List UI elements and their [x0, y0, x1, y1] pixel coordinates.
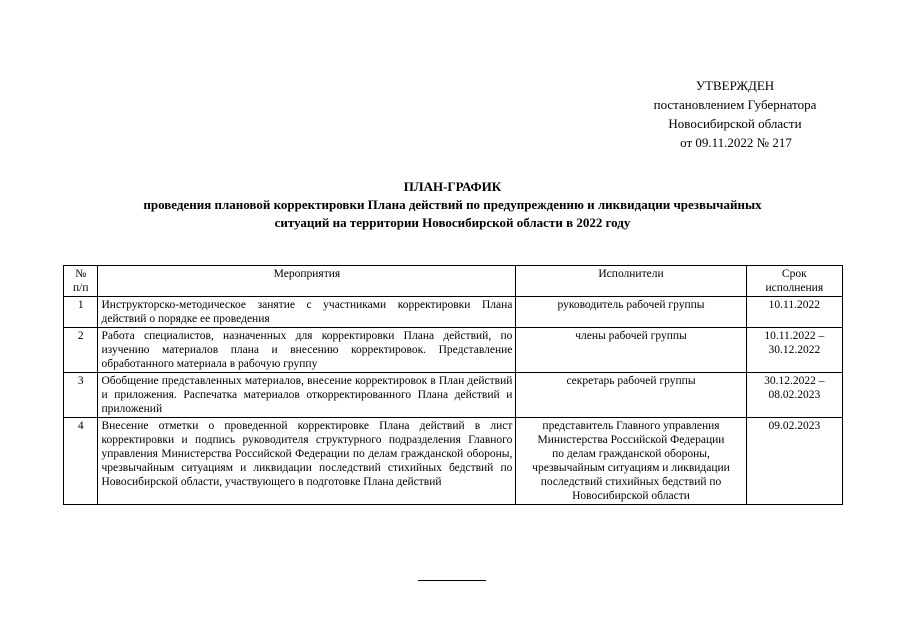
row-executors-line: по делам гражданской обороны, — [552, 448, 710, 460]
footer-divider — [418, 580, 486, 581]
approval-stamp — [610, 76, 860, 152]
row-number: 3 — [64, 373, 98, 418]
header-number-line-1: № — [75, 268, 87, 280]
header-number — [64, 266, 98, 297]
row-event: Инструкторско-методическое занятие с участниками корректировки Плана действий о порядке ее проведения — [98, 297, 516, 328]
header-number-line-2: п/п — [72, 282, 89, 294]
row-executors-line: представитель Главного управления — [542, 420, 720, 432]
row-number: 1 — [64, 297, 98, 328]
row-event: Работа специалистов, назначенных для корректировки Плана действий, по изучению материалов плана и внесению корректировок. Представление обработанного материала в рабочую группу — [98, 328, 516, 373]
header-executors: Исполнители — [516, 266, 746, 297]
table-row — [64, 328, 843, 373]
row-term: 09.02.2023 — [746, 418, 842, 505]
approval-region: Новосибирской области — [668, 116, 802, 131]
approval-authority: постановлением Губернатора — [653, 97, 817, 112]
row-term-start: 30.12.2022 – — [764, 375, 825, 387]
table-row — [64, 373, 843, 418]
document-title — [60, 178, 845, 232]
row-executors-line: Министерства Российской Федерации — [537, 434, 725, 446]
header-event: Мероприятия — [98, 266, 516, 297]
approval-date-number: от 09.11.2022 № 217 — [680, 135, 792, 150]
row-executors-line: последствий стихийных бедствий по — [540, 476, 722, 488]
row-event: Обобщение представленных материалов, внесение корректировок в План действий и приложения. Распечатка материалов откорректированного Плана действий и приложений — [98, 373, 516, 418]
row-term — [746, 373, 842, 418]
row-executors — [516, 418, 746, 505]
table-header-row — [64, 266, 843, 297]
row-term-end: 08.02.2023 — [768, 389, 821, 401]
title-heading: ПЛАН-ГРАФИК — [403, 179, 502, 194]
table-row — [64, 297, 843, 328]
plan-table — [63, 265, 843, 505]
approval-approved: УТВЕРЖДЕН — [695, 78, 775, 93]
header-term-line-2: исполнения — [765, 282, 824, 294]
row-executors-line: Новосибирской области — [572, 490, 690, 502]
row-number: 2 — [64, 328, 98, 373]
row-event: Внесение отметки о проведенной корректировке Плана действий в лист корректировки и подпись руководителя структурного подразделения Главного управления Министерства Российской Федерации по делам гражданской обороны, чрезвычайным ситуациям и ликвидации последствий стихийных бедствий по Новосибирской области, участвующего в подготовке Плана действий — [98, 418, 516, 505]
row-number: 4 — [64, 418, 98, 505]
title-line-2: ситуаций на территории Новосибирской области в 2022 году — [274, 215, 631, 230]
row-term-start: 10.11.2022 – — [764, 330, 825, 342]
row-executors: руководитель рабочей группы — [516, 297, 746, 328]
row-executors: члены рабочей группы — [516, 328, 746, 373]
row-executors: секретарь рабочей группы — [516, 373, 746, 418]
row-term: 10.11.2022 — [746, 297, 842, 328]
row-term-end: 30.12.2022 — [768, 344, 821, 356]
table-row — [64, 418, 843, 505]
header-term — [746, 266, 842, 297]
title-line-1: проведения плановой корректировки Плана действий по предупреждению и ликвидации чрезвычайных — [143, 197, 762, 212]
header-term-line-1: Срок — [781, 268, 807, 280]
row-term — [746, 328, 842, 373]
row-executors-line: чрезвычайным ситуациям и ликвидации — [532, 462, 730, 474]
